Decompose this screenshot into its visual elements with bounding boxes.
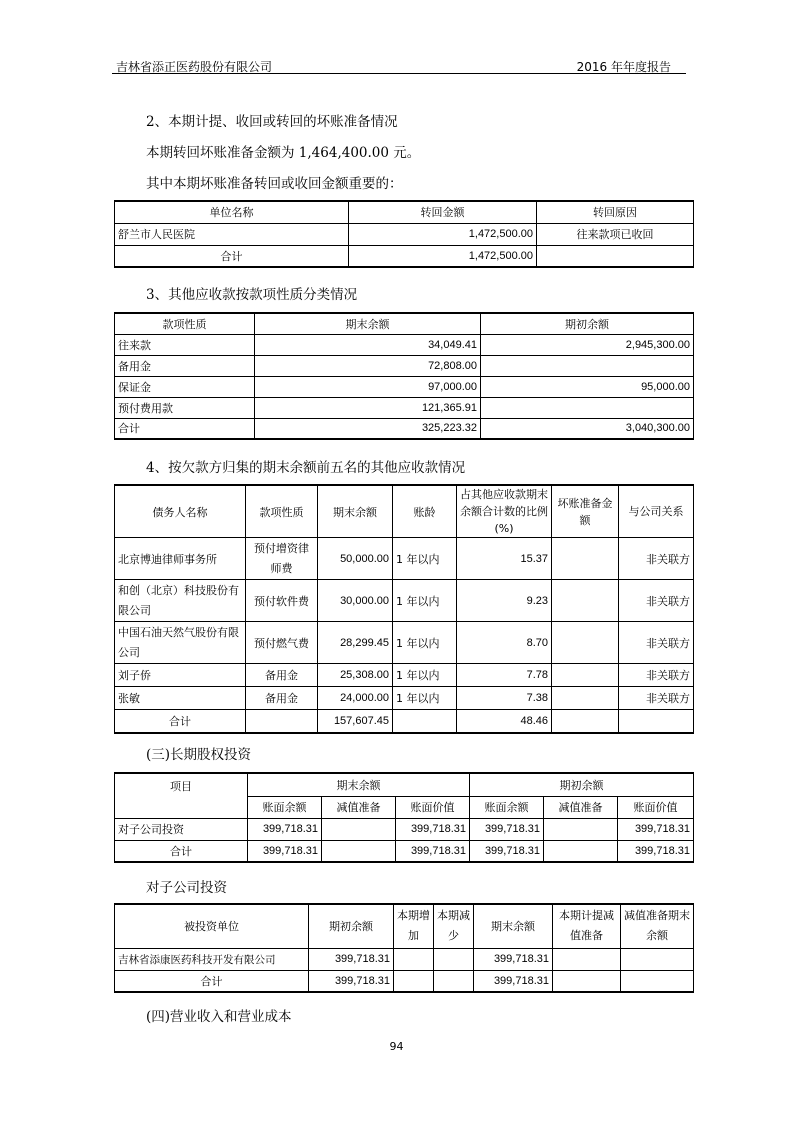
- table-cell: 399,718.31: [470, 840, 544, 862]
- table-cell: [434, 970, 474, 992]
- table-cell: [394, 970, 434, 992]
- col-header: 坏账准备金额: [552, 485, 619, 538]
- table-row: [115, 418, 694, 439]
- table-cell: 399,718.31: [309, 970, 394, 992]
- table-cell: [544, 818, 618, 840]
- bad-debt-important-text: 其中本期坏账准备转回或收回金额重要的：: [146, 176, 403, 192]
- table-row: [115, 334, 694, 355]
- col-header: 期末余额: [318, 485, 393, 538]
- section-title-subsidiary-investment: 对子公司投资: [146, 880, 227, 896]
- table-cell: 9.23: [457, 580, 552, 622]
- table-cell: 刘子侨: [115, 664, 246, 687]
- table-cell: 预付软件费: [246, 580, 318, 622]
- table-cell: 备用金: [246, 687, 318, 710]
- table-cell: 1 年以内: [393, 687, 457, 710]
- table-cell: 吉林省添康医药科技开发有限公司: [115, 948, 309, 970]
- table-cell: 合计: [115, 970, 309, 992]
- col-header: 账龄: [393, 485, 457, 538]
- table-cell: 25,308.00: [318, 664, 393, 687]
- table-cell: [434, 948, 474, 970]
- table-header-row: [115, 485, 694, 538]
- table-row: [115, 710, 694, 733]
- table-row: [115, 376, 694, 397]
- col-header: 本期减少: [434, 904, 474, 948]
- table-row: [115, 580, 694, 622]
- top-five-debtors-table: [114, 484, 694, 734]
- table-cell: 399,718.31: [618, 840, 694, 862]
- col-header: 期初余额: [309, 904, 394, 948]
- table-cell: [393, 710, 457, 733]
- col-header: 款项性质: [246, 485, 318, 538]
- col-subheader: 账面余额: [248, 796, 322, 818]
- table-cell: 备用金: [115, 355, 255, 376]
- table-header-row: [115, 313, 694, 334]
- table-cell: 1 年以内: [393, 664, 457, 687]
- table-cell: 北京博迪律师事务所: [115, 538, 246, 580]
- table-cell: 1 年以内: [393, 580, 457, 622]
- col-header: 单位名称: [115, 201, 349, 223]
- table-cell: 24,000.00: [318, 687, 393, 710]
- col-header: 与公司关系: [619, 485, 694, 538]
- table-cell: 30,000.00: [318, 580, 393, 622]
- long-term-equity-table: [114, 772, 694, 863]
- table-cell: 1,472,500.00: [349, 245, 537, 267]
- header-report-title: 2016 年年度报告: [576, 60, 671, 74]
- table-cell: 399,718.31: [396, 818, 470, 840]
- table-cell: [553, 948, 621, 970]
- table-cell: 399,718.31: [474, 970, 553, 992]
- col-header: 期末余额: [474, 904, 553, 948]
- section-title-bad-debt: 2、本期计提、收回或转回的坏账准备情况: [146, 114, 398, 130]
- table-cell: [552, 710, 619, 733]
- col-subheader: 减值准备: [544, 796, 618, 818]
- bad-debt-reversal-table: [114, 200, 694, 268]
- table-row: [115, 245, 694, 267]
- table-cell: [552, 580, 619, 622]
- table-cell: 399,718.31: [618, 818, 694, 840]
- table-cell: 往来款项已收回: [537, 223, 694, 245]
- table-cell: [552, 538, 619, 580]
- table-cell: 3,040,300.00: [481, 418, 694, 439]
- col-header: 减值准备期末余额: [621, 904, 694, 948]
- table-cell: [552, 622, 619, 664]
- table-cell: [537, 245, 694, 267]
- page-number: 94: [389, 1040, 404, 1053]
- table-cell: 非关联方: [619, 622, 694, 664]
- col-header: 款项性质: [115, 313, 255, 334]
- table-cell: [115, 796, 248, 818]
- table-cell: 325,223.32: [255, 418, 481, 439]
- col-subheader: 账面价值: [618, 796, 694, 818]
- table-row: [115, 948, 694, 970]
- table-cell: 97,000.00: [255, 376, 481, 397]
- col-header: 占其他应收款期末余额合计数的比例(%): [457, 485, 552, 538]
- table-cell: [552, 664, 619, 687]
- table-cell: 399,718.31: [396, 840, 470, 862]
- table-cell: 48.46: [457, 710, 552, 733]
- table-cell: 合计: [115, 710, 246, 733]
- table-cell: 7.38: [457, 687, 552, 710]
- table-cell: 备用金: [246, 664, 318, 687]
- table-cell: 合计: [115, 418, 255, 439]
- table-cell: 非关联方: [619, 664, 694, 687]
- col-header: 转回原因: [537, 201, 694, 223]
- table-subheader-row: [115, 796, 694, 818]
- table-cell: [552, 687, 619, 710]
- table-cell: 72,808.00: [255, 355, 481, 376]
- table-cell: 中国石油天然气股份有限公司: [115, 622, 246, 664]
- table-row: [115, 622, 694, 664]
- bad-debt-reversal-text: 本期转回坏账准备金额为 1,464,400.00 元。: [146, 145, 421, 161]
- table-cell: [619, 710, 694, 733]
- col-subheader: 账面价值: [396, 796, 470, 818]
- table-cell: 28,299.45: [318, 622, 393, 664]
- col-header: 本期增加: [394, 904, 434, 948]
- header-divider: [112, 73, 686, 74]
- table-cell: 对子公司投资: [115, 818, 248, 840]
- table-cell: 157,607.45: [318, 710, 393, 733]
- section-title-classification: 3、其他应收款按款项性质分类情况: [146, 287, 358, 303]
- table-cell: [322, 840, 396, 862]
- table-cell: 399,718.31: [309, 948, 394, 970]
- table-cell: [481, 355, 694, 376]
- col-header: 债务人名称: [115, 485, 246, 538]
- col-header: 转回金额: [349, 201, 537, 223]
- table-cell: 121,365.91: [255, 397, 481, 418]
- col-header: 本期计提减值准备: [553, 904, 621, 948]
- table-cell: [621, 948, 694, 970]
- table-cell: 非关联方: [619, 538, 694, 580]
- table-cell: 2,945,300.00: [481, 334, 694, 355]
- section-title-top-five: 4、按欠款方归集的期末余额前五名的其他应收款情况: [146, 460, 466, 476]
- col-header: 期初余额: [481, 313, 694, 334]
- table-cell: 34,049.41: [255, 334, 481, 355]
- table-header-row: [115, 773, 694, 796]
- table-header-row: [115, 201, 694, 223]
- table-cell: 95,000.00: [481, 376, 694, 397]
- table-cell: 399,718.31: [248, 818, 322, 840]
- table-row: [115, 223, 694, 245]
- table-row: [115, 970, 694, 992]
- table-cell: [481, 397, 694, 418]
- col-header: 期末余额: [248, 773, 470, 796]
- table-cell: 合计: [115, 840, 248, 862]
- col-header: 项目: [115, 773, 248, 796]
- col-header: 被投资单位: [115, 904, 309, 948]
- table-row: [115, 664, 694, 687]
- table-cell: 往来款: [115, 334, 255, 355]
- table-row: [115, 397, 694, 418]
- table-header-row: [115, 904, 694, 948]
- table-cell: 张敏: [115, 687, 246, 710]
- section-title-revenue-cost: (四)营业收入和营业成本: [146, 1009, 292, 1025]
- table-cell: 399,718.31: [248, 840, 322, 862]
- table-cell: [394, 948, 434, 970]
- table-cell: 预付费用款: [115, 397, 255, 418]
- section-title-long-term-equity: (三)长期股权投资: [146, 747, 252, 763]
- col-header: 期初余额: [470, 773, 694, 796]
- table-cell: 1,472,500.00: [349, 223, 537, 245]
- table-row: [115, 355, 694, 376]
- col-subheader: 账面余额: [470, 796, 544, 818]
- table-cell: [621, 970, 694, 992]
- table-cell: [553, 970, 621, 992]
- table-row: [115, 840, 694, 862]
- header-company: 吉林省添正医药股份有限公司: [116, 60, 273, 74]
- table-cell: 399,718.31: [470, 818, 544, 840]
- table-cell: [246, 710, 318, 733]
- table-cell: 399,718.31: [474, 948, 553, 970]
- table-cell: [322, 818, 396, 840]
- col-subheader: 减值准备: [322, 796, 396, 818]
- table-cell: 预付增资律师费: [246, 538, 318, 580]
- table-cell: 1 年以内: [393, 538, 457, 580]
- table-row: [115, 818, 694, 840]
- table-cell: 1 年以内: [393, 622, 457, 664]
- other-receivables-classification-table: [114, 312, 694, 440]
- table-cell: [544, 840, 618, 862]
- col-header: 期末余额: [255, 313, 481, 334]
- table-cell: 预付燃气费: [246, 622, 318, 664]
- table-cell: 舒兰市人民医院: [115, 223, 349, 245]
- table-cell: 合计: [115, 245, 349, 267]
- table-cell: 保证金: [115, 376, 255, 397]
- table-cell: 50,000.00: [318, 538, 393, 580]
- table-row: [115, 538, 694, 580]
- table-cell: 7.78: [457, 664, 552, 687]
- table-cell: 8.70: [457, 622, 552, 664]
- table-cell: 15.37: [457, 538, 552, 580]
- table-cell: 非关联方: [619, 687, 694, 710]
- table-cell: 非关联方: [619, 580, 694, 622]
- subsidiary-investment-table: [114, 903, 694, 993]
- table-row: [115, 687, 694, 710]
- table-cell: 和创（北京）科技股份有限公司: [115, 580, 246, 622]
